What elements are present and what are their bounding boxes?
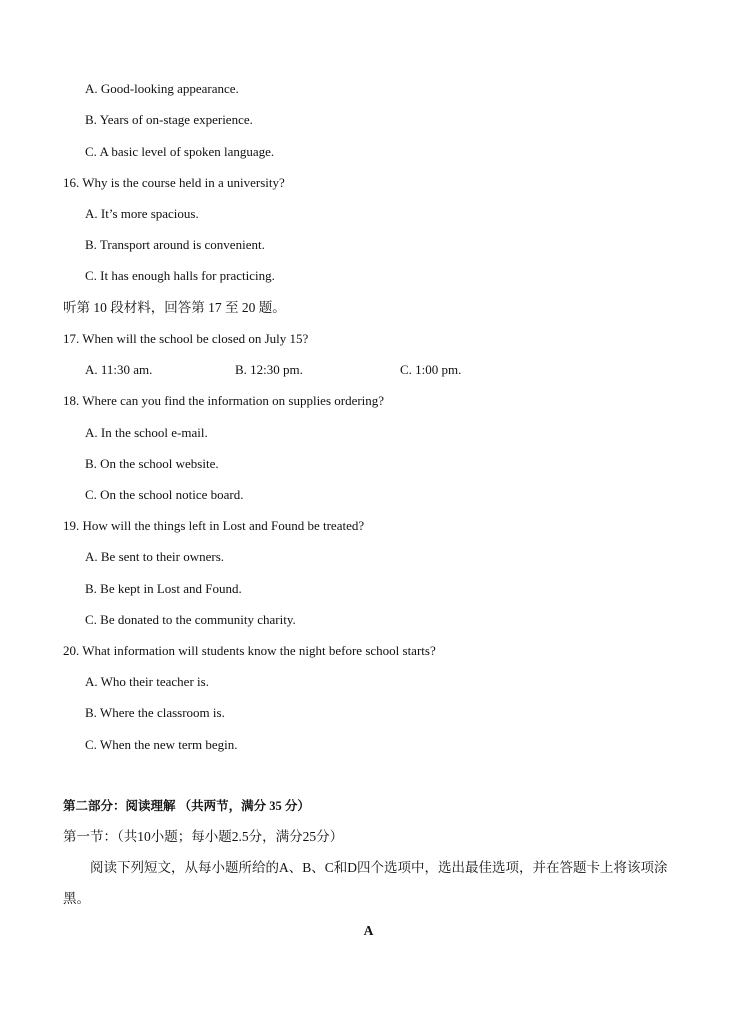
q19-option-c: C. Be donated to the community charity. bbox=[85, 612, 296, 627]
q17-option-b: B. 12:30 pm. bbox=[235, 362, 303, 377]
q19-option-a: A. Be sent to their owners. bbox=[85, 549, 225, 564]
q18-option-b: B. On the school website. bbox=[85, 456, 219, 471]
q16-option-c: C. It has enough halls for practicing. bbox=[85, 268, 275, 283]
q17-options bbox=[85, 362, 685, 378]
passage-label: A bbox=[363, 923, 374, 938]
q16-question: 16. Why is the course held in a university? bbox=[63, 175, 285, 190]
q17-option-a: A. 11:30 am. bbox=[85, 362, 153, 377]
q16-option-a: A. It’s more spacious. bbox=[85, 206, 199, 221]
q15-option-b: B. Years of on-stage experience. bbox=[85, 112, 253, 127]
q19-option-b: B. Be kept in Lost and Found. bbox=[85, 581, 242, 596]
q18-option-a: A. In the school e-mail. bbox=[85, 425, 208, 440]
section-instruction: 听第 10 段材料，回答第 17 至 20 题。 bbox=[63, 300, 286, 315]
section1-heading: 第一节：（共10小题；每小题2.5分，满分25分） bbox=[63, 829, 344, 844]
reading-instruction: 阅读下列短文，从每小题所给的A、B、C和D四个选项中，选出最佳选项，并在答题卡上将该项涂黑。 bbox=[63, 860, 668, 906]
q15-option-c: C. A basic level of spoken language. bbox=[85, 144, 275, 159]
part2-heading: 第二部分：阅读理解 （共两节，满分 35 分） bbox=[63, 799, 310, 813]
q16-option-b: B. Transport around is convenient. bbox=[85, 237, 265, 252]
q18-question: 18. Where can you find the information on supplies ordering? bbox=[63, 393, 385, 408]
q20-option-b: B. Where the classroom is. bbox=[85, 705, 225, 720]
q18-option-c: C. On the school notice board. bbox=[85, 487, 244, 502]
q20-option-c: C. When the new term begin. bbox=[85, 737, 238, 752]
q20-question: 20. What information will students know the night before school starts? bbox=[63, 643, 436, 658]
q15-option-a: A. Good-looking appearance. bbox=[85, 81, 239, 96]
q20-option-a: A. Who their teacher is. bbox=[85, 674, 209, 689]
q17-option-c: C. 1:00 pm. bbox=[400, 362, 462, 377]
q19-question: 19. How will the things left in Lost and Found be treated? bbox=[63, 518, 365, 533]
q17-question: 17. When will the school be closed on July 15? bbox=[63, 331, 309, 346]
